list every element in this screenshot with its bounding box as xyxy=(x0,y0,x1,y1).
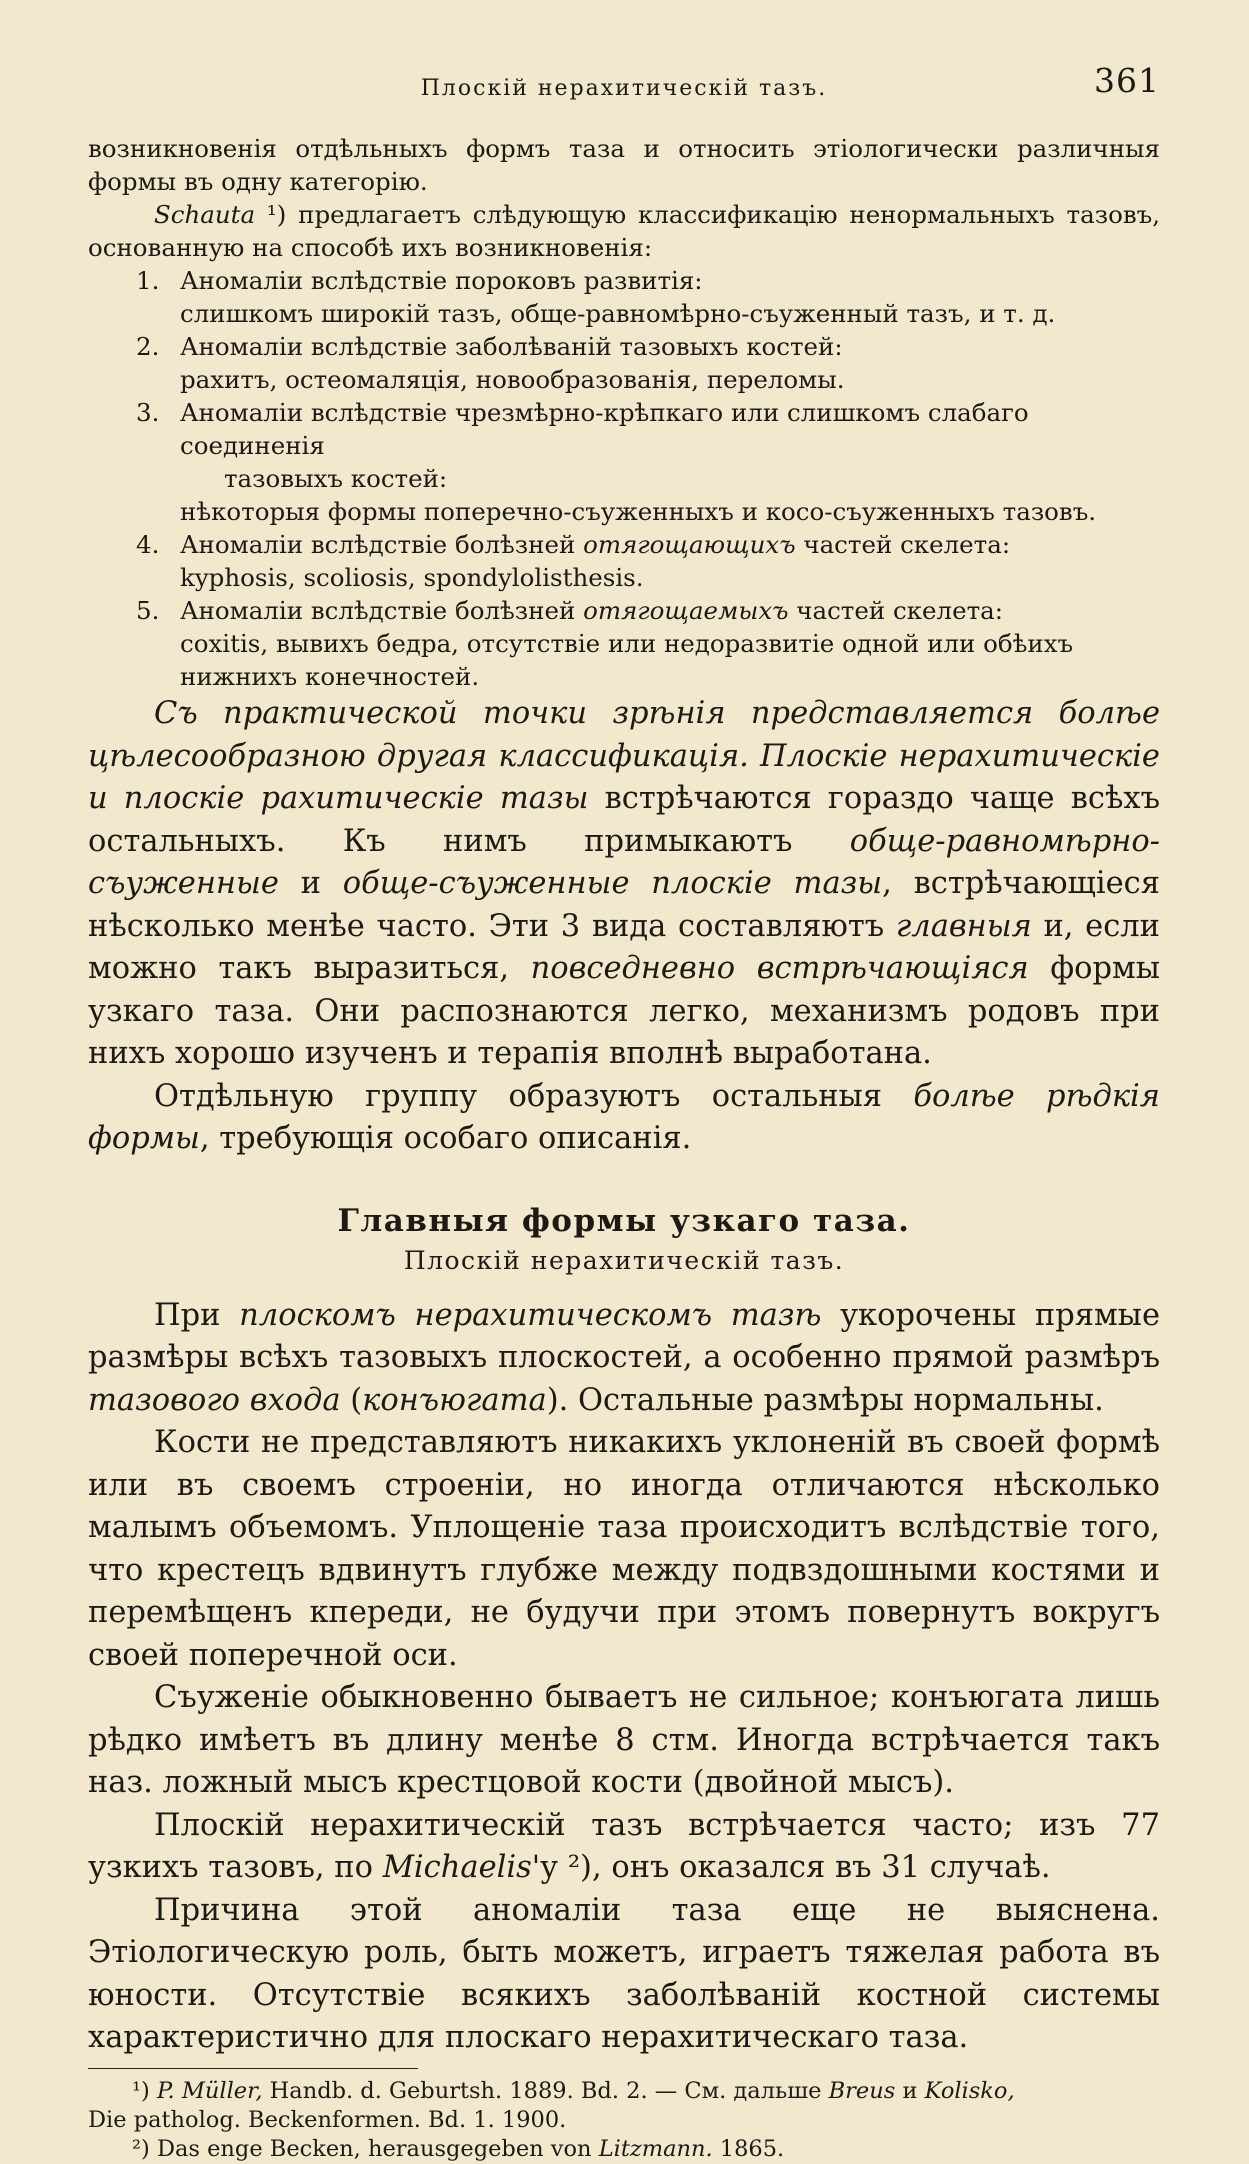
text: и xyxy=(278,866,343,901)
list-number: 5. xyxy=(136,596,160,625)
list-title-pre: Аномаліи вслѣдствіе болѣзней xyxy=(180,596,584,625)
emphasis: болѣе рѣдкія формы xyxy=(88,1078,1160,1156)
running-title: Плоскій нерахитическій тазъ. xyxy=(420,76,828,101)
text: Handb. d. Geburtsh. 1889. Bd. 2. — См. дальше xyxy=(262,2077,829,2104)
list-number: 3. xyxy=(136,398,160,427)
emphasis: Съ практической точки зрѣнія представляется болѣе цѣлесообразною другая классификація. Плоскіе нерахитическіе и плоскіе рахитическіе тазы xyxy=(88,696,1160,816)
body-paragraph-2: Кости не представляютъ никакихъ уклоненій въ своей формѣ или въ своемъ строеніи, но иногда отличаются нѣсколько малымъ объемомъ. Уплощеніе таза происходитъ вслѣдствіе того, что крестецъ вдвинутъ глубже между подвздошными костями и перемѣщенъ кпереди, не будучи при этомъ повернутъ вокругъ своей поперечной оси. xyxy=(88,1425,1160,1673)
text: встрѣчаются гораздо чаще всѣхъ остальныхъ. Къ нимъ примыкаютъ xyxy=(88,781,1160,859)
text: Das enge Becken, herausgegeben von xyxy=(156,2135,599,2162)
list-title-italic: отягощаемыхъ xyxy=(583,596,789,625)
list-number: 2. xyxy=(136,332,160,361)
emphasis: Michaelis xyxy=(382,1850,532,1885)
body-paragraph-1 xyxy=(88,1295,1160,1423)
text: ( xyxy=(340,1382,363,1418)
footnote-mark: ¹) xyxy=(132,2077,157,2104)
emphasis: Litzmann. xyxy=(598,2135,713,2162)
list-number: 4. xyxy=(136,530,160,559)
list-item xyxy=(88,396,1160,528)
intro-text: предлагаетъ слѣдующую классификацію ненормальныхъ тазовъ, основанную на способѣ ихъ возникновенія: xyxy=(88,200,1160,262)
footnote-mark: ²) xyxy=(132,2135,157,2162)
list-title-cont: тазовыхъ костей: xyxy=(224,464,448,493)
emphasis: Breus xyxy=(828,2077,896,2104)
list-detail: kyphosis, scoliosis, spondylolisthesis. xyxy=(180,563,644,592)
text: ). Остальные размѣры нормальны. xyxy=(546,1382,1104,1418)
emphasis: повседневно встрѣчающіяся xyxy=(530,951,1029,986)
body-paragraph-3: Съуженіе обыкновенно бываетъ не сильное; конъюгата лишь рѣдко имѣетъ въ длину менѣе 8 стм. Иногда встрѣчается такъ наз. ложный мысъ крестцовой кости (двойной мысъ). xyxy=(88,1680,1160,1800)
list-item xyxy=(88,264,1160,330)
emphasis: обще-съуженные плоскіе тазы xyxy=(342,866,883,901)
text: и xyxy=(895,2077,925,2104)
list-item xyxy=(88,528,1160,594)
list-title-italic: отягощающихъ xyxy=(583,530,796,559)
body-paragraph-5: Причина этой аномаліи таза еще не выяснена. Этіологическую роль, быть можетъ, играетъ тяжелая работа въ юности. Отсутствіе всякихъ заболѣваній костной системы характеристично для плоскаго нерахитическаго таза. xyxy=(88,1892,1160,2055)
list-title: Аномаліи вслѣдствіе чрезмѣрно-крѣпкаго или слишкомъ слабаго соединенія xyxy=(180,398,1029,460)
classification-list xyxy=(88,264,1160,693)
list-detail: слишкомъ широкій тазъ, обще-равномѣрно-съуженный тазъ, и т. д. xyxy=(180,299,1056,328)
text: 'у ²), онъ оказался въ 31 случаѣ. xyxy=(531,1850,1051,1885)
text: , встрѣчающіеся нѣсколько менѣе часто. Эти 3 вида составляютъ xyxy=(88,866,1160,944)
list-title xyxy=(180,530,1010,559)
emphasis: Kolisko, xyxy=(924,2077,1015,2104)
emphasis: тазового входа xyxy=(88,1382,341,1418)
list-detail: рахитъ, остеомаляція, новообразованія, переломы. xyxy=(180,365,845,394)
footnote-divider xyxy=(88,2068,418,2069)
footnote-1 xyxy=(88,2077,1160,2135)
running-header xyxy=(88,60,1160,110)
page-number: 361 xyxy=(1094,61,1160,100)
text: При xyxy=(154,1297,240,1333)
text: Плоскій нерахитическій тазъ встрѣчается часто; изъ 77 узкихъ тазовъ, по xyxy=(88,1807,1160,1885)
text: и, если можно такъ выразиться, xyxy=(88,908,1161,986)
text: 1865. xyxy=(712,2135,785,2162)
list-number: 1. xyxy=(136,266,160,295)
body-paragraph-4 xyxy=(88,1805,1160,1890)
practical-paragraph xyxy=(88,693,1160,1076)
emphasis: P. Müller, xyxy=(156,2077,263,2104)
list-title: Аномаліи вслѣдствіе пороковъ развитія: xyxy=(180,266,703,295)
text: Отдѣльную группу образуютъ остальныя xyxy=(154,1078,914,1114)
section-title: Главныя формы узкаго таза. xyxy=(337,1202,911,1239)
intro-line: возникновенія отдѣльныхъ формъ таза и относить этіологически различныя формы въ одну категорію. xyxy=(88,134,1160,196)
list-title xyxy=(180,596,1003,625)
emphasis: плоскомъ нерахитическомъ тазѣ xyxy=(239,1297,822,1333)
list-detail: coxitis, вывихъ бедра, отсутствіе или недоразвитіе одной или обѣихъ нижнихъ конечностей. xyxy=(180,629,1074,691)
emphasis: обще-равномѣрно-съуженные xyxy=(88,823,1160,901)
text: формы узкаго таза. Они распознаются легко, механизмъ родовъ при нихъ хорошо изученъ и терапія вполнѣ выработана. xyxy=(88,951,1160,1071)
group-paragraph xyxy=(88,1076,1160,1161)
section-subtitle: Плоскій нерахитическій тазъ. xyxy=(403,1245,845,1275)
list-title-post: частей скелета: xyxy=(795,530,1011,559)
list-item xyxy=(88,594,1160,693)
list-item xyxy=(88,330,1160,396)
intro-paragraph xyxy=(88,132,1160,264)
list-title-pre: Аномаліи вслѣдствіе болѣзней xyxy=(180,530,584,559)
emphasis: конъюгата xyxy=(362,1382,547,1418)
emphasis: главныя xyxy=(895,908,1032,944)
page xyxy=(88,60,1160,2164)
footnote-1-line2: Die patholog. Beckenformen. Bd. 1. 1900. xyxy=(88,2106,567,2133)
text: укорочены прямые размѣры всѣхъ тазовыхъ плоскостей, а особенно прямой размѣръ xyxy=(88,1297,1161,1375)
list-title: Аномаліи вслѣдствіе заболѣваній тазовыхъ костей: xyxy=(180,332,843,361)
text: , требующія особаго описанія. xyxy=(199,1121,692,1156)
list-detail: нѣкоторыя формы поперечно-съуженныхъ и косо-съуженныхъ тазовъ. xyxy=(180,497,1097,526)
author-schauta: Schauta xyxy=(154,200,256,229)
footnote-2 xyxy=(88,2135,1160,2164)
footnote-ref-1: ¹) xyxy=(266,200,287,229)
list-title-post: частей скелета: xyxy=(788,596,1003,625)
